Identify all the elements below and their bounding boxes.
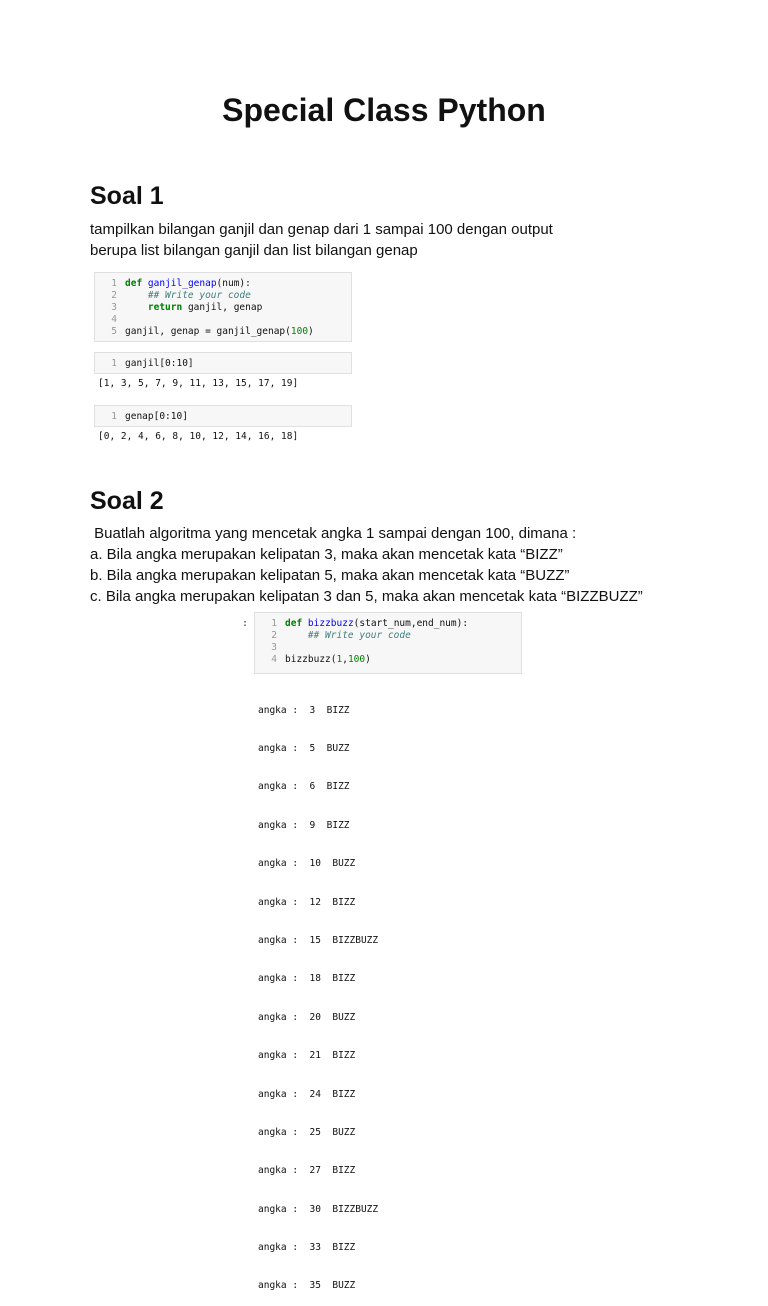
output-line: angka : 20 BUZZ <box>258 1011 356 1023</box>
code-cell-genap-slice[interactable] <box>94 405 352 427</box>
code-line: 2 ## Write your code <box>271 630 411 641</box>
output-line: angka : 30 BIZZBUZZ <box>258 1203 379 1215</box>
output-genap: [0, 2, 4, 6, 8, 10, 12, 14, 16, 18] <box>98 431 299 442</box>
code-line: 3 return ganjil, genap <box>111 302 263 313</box>
soal-2-line: a. Bila angka merupakan kelipatan 3, maka akan mencetak kata “BIZZ” <box>90 546 563 563</box>
output-line: angka : 10 BUZZ <box>258 858 356 870</box>
soal-1-line: berupa list bilangan ganjil dan list bilangan genap <box>90 242 418 259</box>
page-title: Special Class Python <box>222 92 546 128</box>
code-line: 1 def ganjil_genap(num): <box>111 278 251 289</box>
output-bizzbuzz <box>258 679 378 1306</box>
soal-2-line: Buatlah algoritma yang mencetak angka 1 sampai dengan 100, dimana : <box>90 525 577 542</box>
code-cell-bizzbuzz[interactable] <box>254 612 522 674</box>
soal-2-line: c. Bila angka merupakan kelipatan 3 dan 5, maka akan mencetak kata “BIZZBUZZ” <box>90 588 643 605</box>
output-line: angka : 33 BIZZ <box>258 1242 356 1254</box>
code-line: 3 <box>271 642 277 653</box>
code-cell-ganjil-slice[interactable] <box>94 352 352 374</box>
code-line: 4 bizzbuzz(1,100) <box>271 654 371 665</box>
code-cell-ganjil-genap[interactable] <box>94 272 352 342</box>
output-line: angka : 12 BIZZ <box>258 896 356 908</box>
code-line: 2 ## Write your code <box>111 290 251 301</box>
output-line: angka : 18 BIZZ <box>258 973 356 985</box>
soal-1-description <box>90 219 710 261</box>
output-ganjil: [1, 3, 5, 7, 9, 11, 13, 15, 17, 19] <box>98 378 299 389</box>
soal-2-line: b. Bila angka merupakan kelipatan 5, maka akan mencetak kata “BUZZ” <box>90 567 570 584</box>
output-line: angka : 5 BUZZ <box>258 742 350 754</box>
cell-prompt: : <box>242 618 249 629</box>
output-line: angka : 3 BIZZ <box>258 704 350 716</box>
code-line: 1 ganjil[0:10] <box>111 358 194 369</box>
output-line: angka : 25 BUZZ <box>258 1126 356 1138</box>
output-line: angka : 9 BIZZ <box>258 819 350 831</box>
output-line: angka : 6 BIZZ <box>258 781 350 793</box>
soal-1-heading: Soal 1 <box>90 182 164 210</box>
output-line: angka : 15 BIZZBUZZ <box>258 934 379 946</box>
code-line: 1 def bizzbuzz(start_num,end_num): <box>271 618 469 629</box>
output-line: angka : 24 BIZZ <box>258 1088 356 1100</box>
soal-2-description <box>90 523 730 607</box>
code-line: 4 <box>111 314 117 325</box>
code-line: 1 genap[0:10] <box>111 411 188 422</box>
soal-2-heading: Soal 2 <box>90 487 164 515</box>
code-line: 5 ganjil, genap = ganjil_genap(100) <box>111 326 314 337</box>
output-line: angka : 27 BIZZ <box>258 1165 356 1177</box>
output-line: angka : 35 BUZZ <box>258 1280 356 1292</box>
soal-1-line: tampilkan bilangan ganjil dan genap dari 1 sampai 100 dengan output <box>90 221 553 238</box>
output-line: angka : 21 BIZZ <box>258 1050 356 1062</box>
